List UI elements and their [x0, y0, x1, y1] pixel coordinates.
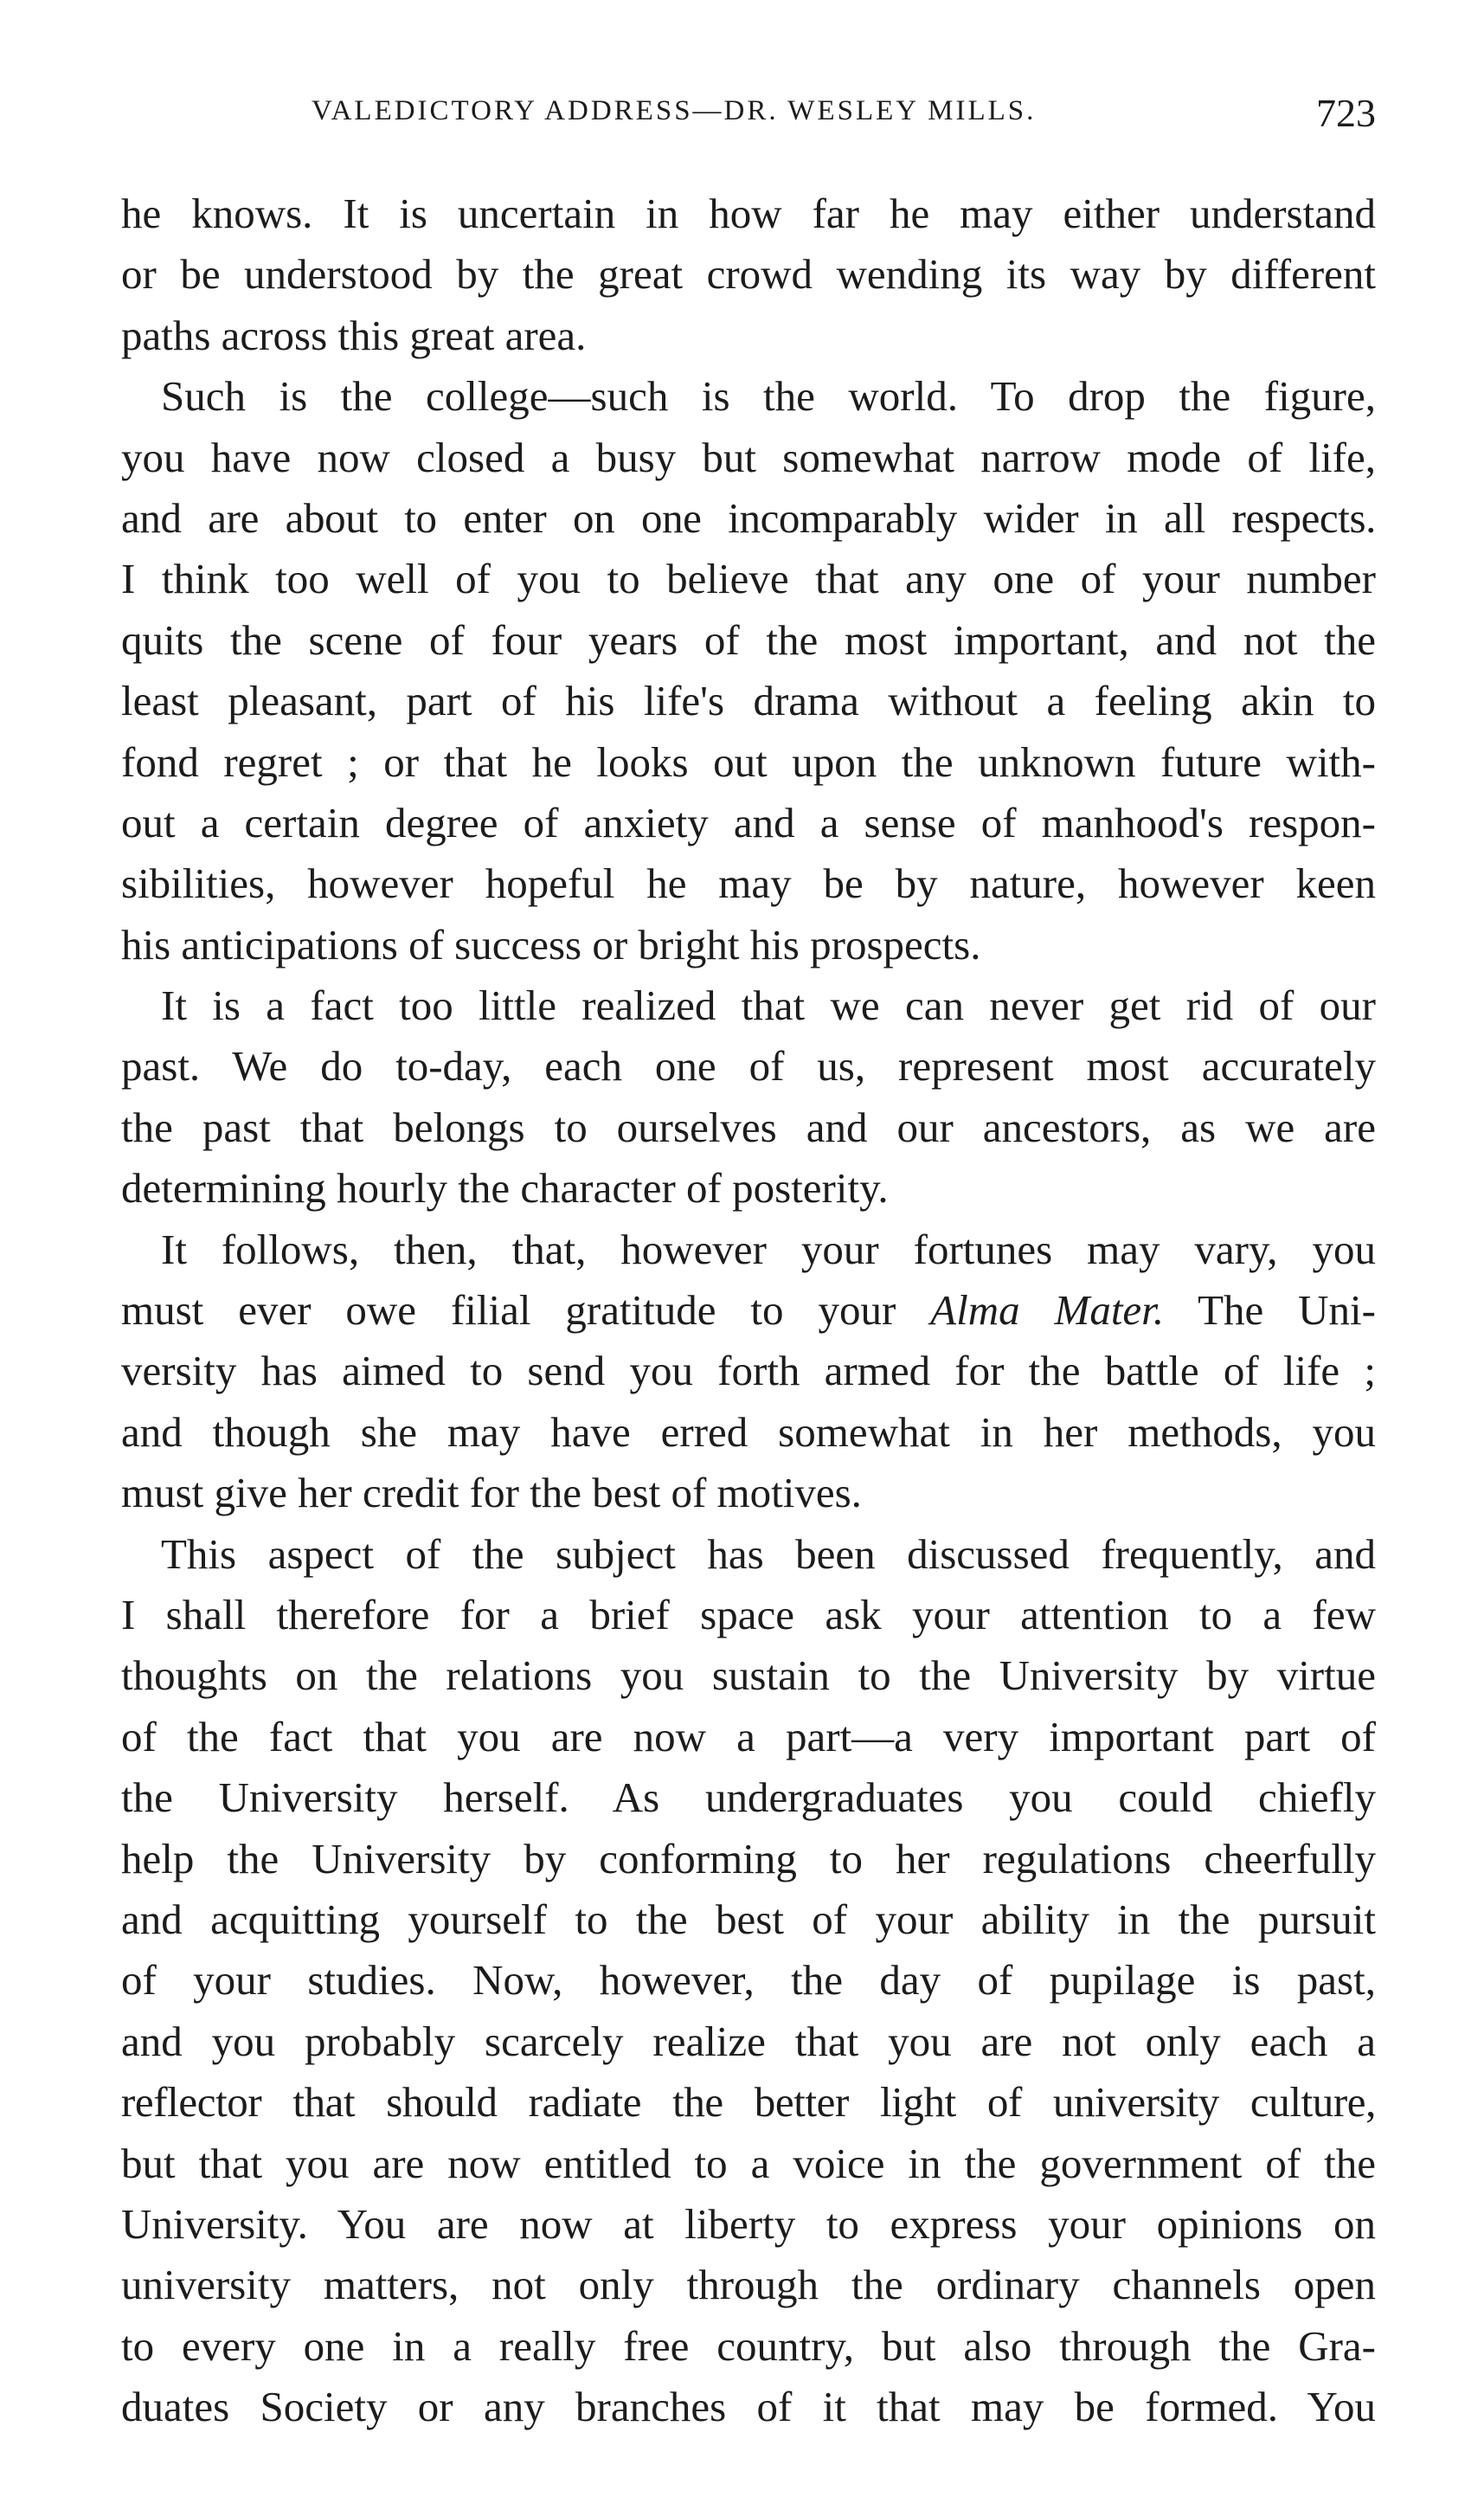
text-line: the University herself. As undergraduates you could chiefly — [121, 1773, 1376, 1822]
paragraph-start-line: Such is the college—such is the world. To drop the figure, — [161, 372, 1376, 421]
text-line: to every one in a really free country, but also through the Gra- — [121, 2321, 1376, 2370]
text-line: but that you are now entitled to a voice in the government of the — [121, 2139, 1376, 2187]
text-line: fond regret ; or that he looks out upon the unknown future with- — [121, 737, 1376, 786]
text-line: he knows. It is uncertain in how far he may either understand — [121, 190, 1376, 237]
running-head — [121, 91, 1376, 147]
text-line: of your studies. Now, however, the day of pupilage is past, — [121, 1956, 1376, 2005]
text-line: paths across this great area. — [121, 311, 587, 359]
text-line: I think too well of you to believe that any one of your number — [121, 555, 1376, 603]
page-number: 723 — [1316, 91, 1376, 135]
text-line: and acquitting yourself to the best of your ability in the pursuit — [121, 1895, 1376, 1943]
text-line: quits the scene of four years of the most important, and not the — [121, 615, 1376, 664]
text-run: must ever owe filial gratitude to your — [121, 1286, 931, 1335]
text-line: duates Society or any branches of it that may be formed. You — [121, 2383, 1376, 2431]
paragraph-start-line: It follows, then, that, however your fortunes may vary, you — [161, 1225, 1376, 1273]
body-text — [121, 183, 1376, 2437]
text-line — [121, 1280, 1376, 1341]
text-line: reflector that should radiate the better light of university culture, — [121, 2078, 1376, 2127]
text-line: you have now closed a busy but somewhat narrow mode of life, — [121, 433, 1376, 481]
text-line: or be understood by the great crowd wending its way by different — [121, 250, 1376, 299]
text-line: university matters, not only through the ordinary channels open — [121, 2261, 1376, 2309]
text-line: sibilities, however hopeful he may be by nature, however keen — [121, 859, 1376, 908]
text-run: The Uni- — [1164, 1286, 1376, 1335]
text-line: help the University by conforming to her regulations cheerfully — [121, 1834, 1376, 1882]
text-line: past. We do to-day, each one of us, represent most accurately — [121, 1042, 1376, 1091]
text-line: his anticipations of success or bright his prospects. — [121, 920, 981, 969]
text-line: I shall therefore for a brief space ask your attention to a few — [121, 1590, 1376, 1638]
running-title: VALEDICTORY ADDRESS—DR. WESLEY MILLS. — [312, 95, 1037, 126]
text-line: and though she may have erred somewhat in her methods, you — [121, 1407, 1376, 1456]
text-line: thoughts on the relations you sustain to the University by virtue — [121, 1651, 1376, 1700]
text-line: and you probably scarcely realize that you are not only each a — [121, 2017, 1376, 2065]
text-line: of the fact that you are now a part—a very important part of — [121, 1712, 1376, 1760]
paragraph-start-line: This aspect of the subject has been discussed frequently, and — [161, 1529, 1376, 1578]
text-line: University. You are now at liberty to express your opinions on — [121, 2199, 1376, 2248]
paragraph-start-line: It is a fact too little realized that we can never get rid of our — [161, 981, 1376, 1030]
text-line: least pleasant, part of his life's drama without a feeling akin to — [121, 677, 1376, 725]
text-line: must give her credit for the best of motives. — [121, 1469, 862, 1517]
alma-mater-italic: Alma Mater. — [930, 1286, 1165, 1335]
text-line: versity has aimed to send you forth armed for the battle of life ; — [121, 1347, 1376, 1395]
text-line: the past that belongs to ourselves and our ancestors, as we are — [121, 1103, 1376, 1151]
text-line: determining hourly the character of posterity. — [121, 1164, 889, 1213]
text-line: and are about to enter on one incomparably wider in all respects. — [121, 493, 1376, 542]
text-line: out a certain degree of anxiety and a sense of manhood's respon- — [121, 798, 1376, 846]
